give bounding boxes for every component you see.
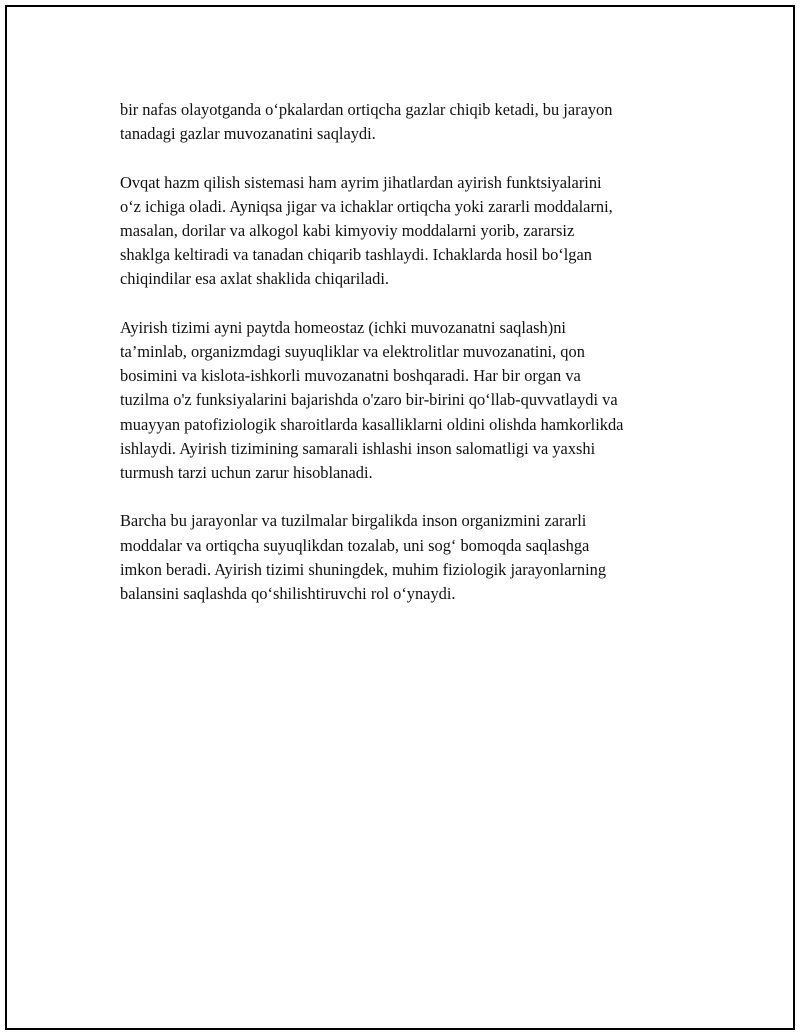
paragraph-2	[120, 171, 680, 292]
text-line: masalan, dorilar va alkogol kabi kimyoviy moddalarni yorib, zararsiz	[120, 221, 575, 240]
text-line: moddalar va ortiqcha suyuqlikdan tozalab, uni sog‘ bomoqda saqlashga	[120, 535, 590, 555]
text-line: tuzilma o'z funksiyalarini bajarishda o'zaro bir-birini qo‘llab-quvvatlaydi va	[120, 390, 618, 410]
text-line: Ovqat hazm qilish sistemasi ham ayrim jihatlardan ayirish funktsiyalarini	[120, 172, 602, 192]
text-line: shaklga keltiradi va tanadan chiqarib tashlaydi. Ichaklarda hosil bo‘lgan	[120, 245, 592, 265]
text-line: Barcha bu jarayonlar va tuzilmalar birgalikda inson organizmini zararli	[120, 511, 587, 531]
document-page	[5, 5, 795, 1030]
text-line: bir nafas olayotganda o‘pkalardan ortiqcha gazlar chiqib ketadi, bu jarayon	[120, 100, 613, 119]
text-line: turmush tarzi uchun zarur hisoblanadi.	[120, 463, 373, 483]
text-line: Ayirish tizimi ayni paytda homeostaz (ichki muvozanatni saqlash)ni	[120, 317, 566, 337]
text-line: bosimini va kislota-ishkorli muvozanatni boshqaradi. Har bir organ va	[120, 366, 581, 386]
text-line: chiqindilar esa axlat shaklida chiqariladi.	[120, 269, 389, 289]
text-line: muayyan patofiziologik sharoitlarda kasalliklarni oldini olishda hamkorlikda	[120, 414, 624, 434]
text-line: ta’minlab, organizmdagi suyuqliklar va elektrolitlar muvozanatini, qon	[120, 342, 585, 361]
paragraph-4	[120, 509, 680, 606]
paragraph-1	[120, 98, 680, 146]
text-line: imkon beradi. Ayirish tizimi shuningdek, muhim fiziologik jarayonlarning	[120, 559, 607, 579]
text-line: o‘z ichiga oladi. Ayniqsa jigar va ichaklar ortiqcha yoki zararli moddalarni,	[120, 196, 613, 216]
document-body	[120, 98, 680, 630]
text-line: balansini saqlashda qo‘shilishtiruvchi rol o‘ynaydi.	[120, 584, 456, 604]
paragraph-3	[120, 316, 680, 485]
text-line: ishlaydi. Ayirish tizimining samarali ishlashi inson salomatligi va yaxshi	[120, 438, 596, 458]
text-line: tanadagi gazlar muvozanatini saqlaydi.	[120, 124, 376, 144]
